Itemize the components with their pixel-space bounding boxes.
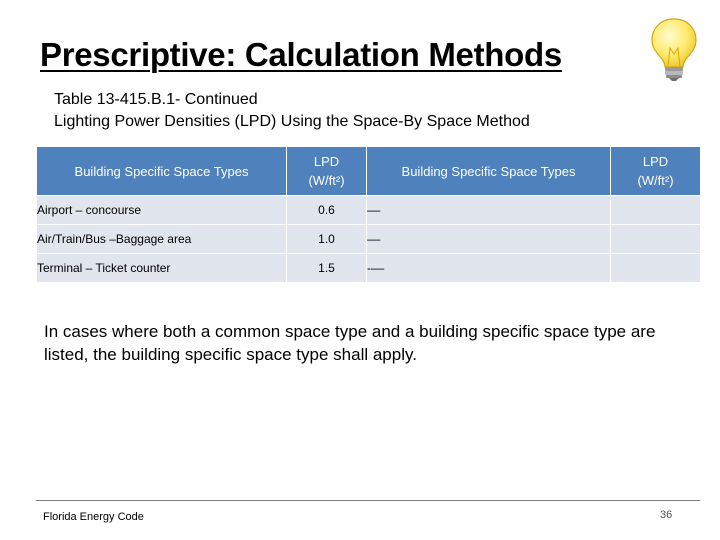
slide-title: Prescriptive: Calculation Methods: [40, 36, 562, 73]
cell-space-type-2: ––: [367, 196, 611, 225]
footer-source: Florida Energy Code: [43, 511, 144, 523]
table-row: [37, 254, 701, 283]
header-lpd-2-unit: (W/ft²): [637, 173, 674, 188]
header-lpd: [287, 147, 367, 196]
header-space-types-2: Building Specific Space Types: [367, 147, 611, 196]
header-space-types: Building Specific Space Types: [37, 147, 287, 196]
cell-lpd-2: [611, 196, 701, 225]
header-lpd-unit: (W/ft²): [308, 173, 345, 188]
cell-space-type: Air/Train/Bus –Baggage area: [37, 225, 287, 254]
applicability-note: In cases where both a common space type and a building specific space type are listed, the building specific space type shall apply.: [44, 322, 656, 364]
cell-space-type-2: -––: [367, 254, 611, 283]
cell-space-type-2: ––: [367, 225, 611, 254]
table-row: [37, 196, 701, 225]
cell-space-type: Airport – concourse: [37, 196, 287, 225]
header-lpd-2: [611, 147, 701, 196]
cell-lpd: 1.5: [287, 254, 367, 283]
page-number: 36: [660, 509, 673, 521]
table-header-row: [37, 147, 701, 196]
header-lpd-label: LPD: [313, 154, 340, 169]
header-lpd-2-label: LPD: [642, 154, 669, 169]
cell-lpd: 0.6: [287, 196, 367, 225]
footer-divider: [36, 500, 700, 501]
table-description: Lighting Power Densities (LPD) Using the Space-By Space Method: [54, 113, 530, 130]
lightbulb-icon: [648, 16, 700, 82]
table-row: [37, 225, 701, 254]
table-caption: Table 13-415.B.1- Continued: [54, 91, 258, 108]
cell-lpd-2: [611, 254, 701, 283]
lpd-table: [36, 146, 701, 283]
cell-lpd-2: [611, 225, 701, 254]
cell-lpd: 1.0: [287, 225, 367, 254]
cell-space-type: Terminal – Ticket counter: [37, 254, 287, 283]
